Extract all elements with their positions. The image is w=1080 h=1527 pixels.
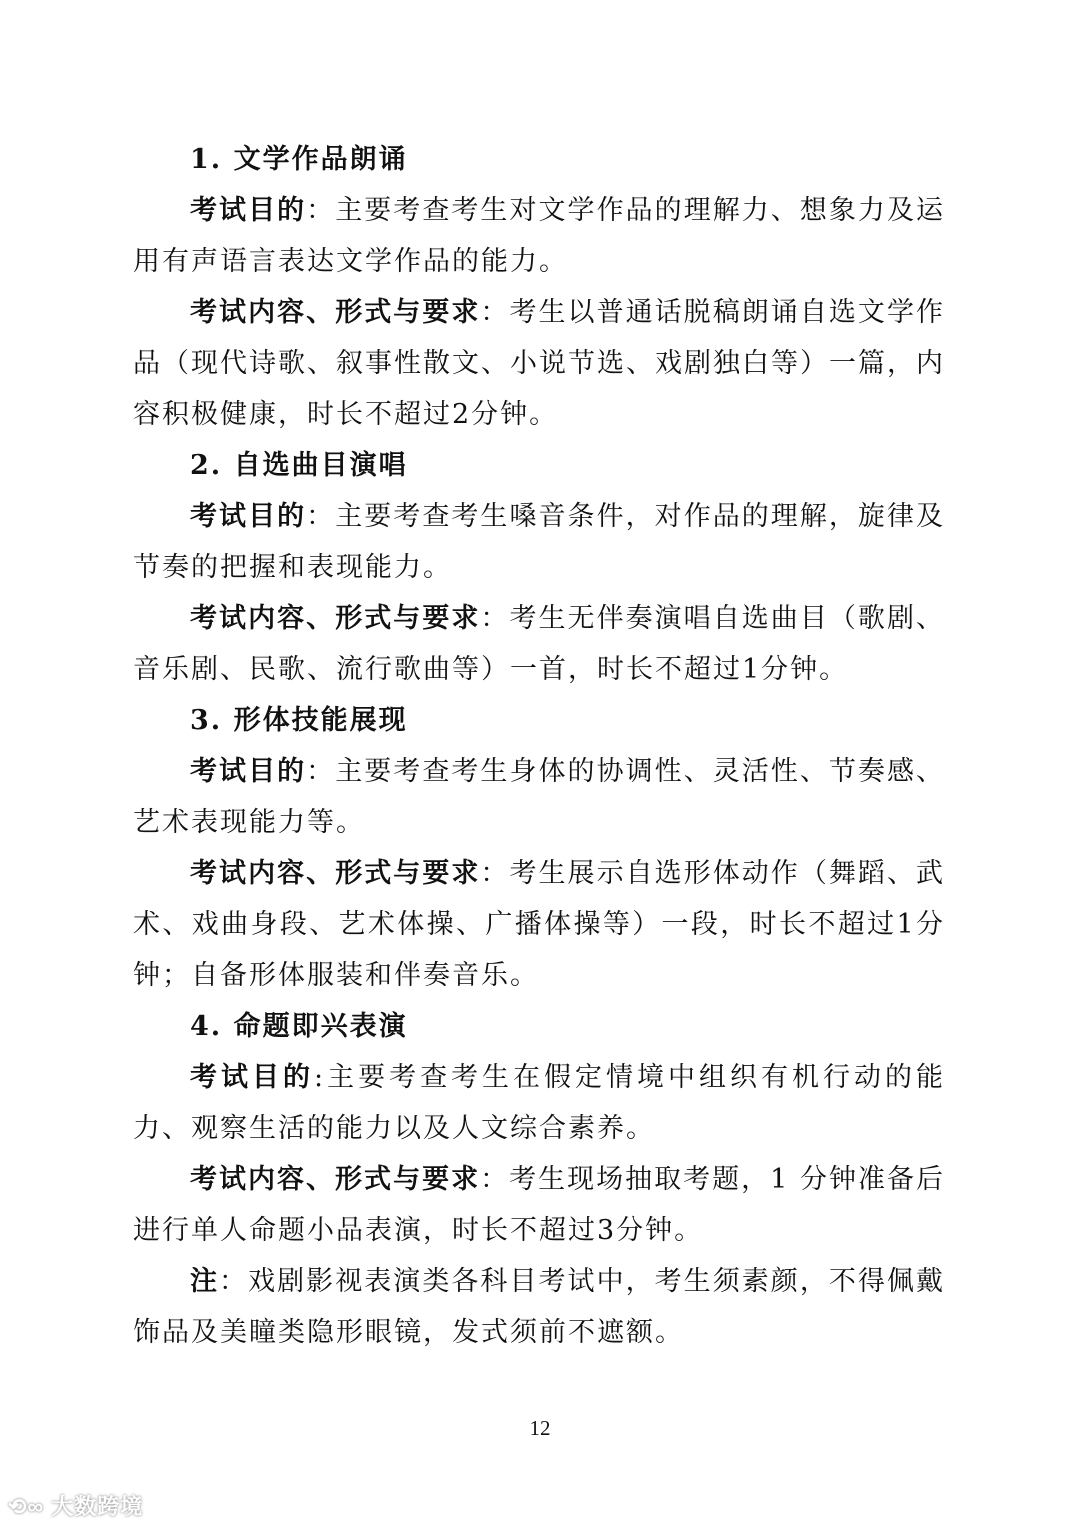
- paragraph-label: 考试目的: [190, 1062, 314, 1093]
- page-number: 12: [529, 1416, 551, 1440]
- paragraph-label: 考试内容、形式与要求: [190, 297, 481, 328]
- note-label: 注: [190, 1266, 220, 1297]
- note-paragraph: [133, 1256, 945, 1358]
- paragraph-text: ：考生无伴奏演唱自选曲目（歌剧、音乐剧、民歌、流行歌曲等）一首，时长不超过1分钟。: [133, 603, 946, 685]
- paragraph-text: ：主要考查考生对文学作品的理解力、想象力及运用有声语言表达文学作品的能力。: [133, 195, 946, 277]
- section-heading: 1. 文学作品朗诵: [190, 144, 408, 175]
- paragraph-text: ：考生展示自选形体动作（舞蹈、武术、戏曲身段、艺术体操、广播体操等）一段，时长不超过1分钟；自备形体服装和伴奏音乐。: [133, 858, 946, 991]
- section-3: [133, 695, 945, 1001]
- document-body: [133, 134, 945, 1358]
- paragraph-label: 考试目的: [190, 756, 307, 787]
- section-heading: 2. 自选曲目演唱: [190, 450, 408, 481]
- paragraph-label: 考试内容、形式与要求: [190, 858, 481, 889]
- section-2: [133, 440, 945, 695]
- note-text: ：戏剧影视表演类各科目考试中，考生须素颜，不得佩戴饰品及美瞳类隐形眼镜，发式须前不遮额。: [133, 1266, 946, 1348]
- paragraph-text: ：考生现场抽取考题，1 分钟准备后进行单人命题小品表演，时长不超过3分钟。: [133, 1164, 945, 1246]
- paragraph-label: 考试内容、形式与要求: [190, 603, 481, 634]
- section-heading: 4. 命题即兴表演: [190, 1011, 408, 1042]
- paragraph-label: 考试目的: [190, 501, 307, 532]
- watermark-icon: ⟲∞: [8, 1494, 52, 1519]
- paragraph: [133, 185, 945, 287]
- paragraph: [133, 593, 945, 695]
- paragraph: [133, 287, 945, 440]
- section-1: [133, 134, 945, 440]
- paragraph-label: 考试内容、形式与要求: [190, 1164, 481, 1195]
- section-heading: 3. 形体技能展现: [190, 705, 408, 736]
- paragraph-text: ：主要考查考生身体的协调性、灵活性、节奏感、艺术表现能力等。: [133, 756, 946, 838]
- watermark-text: 大数跨境: [51, 1494, 144, 1519]
- paragraph: [133, 1052, 945, 1154]
- paragraph: [133, 1154, 945, 1256]
- watermark-logo: [8, 1490, 143, 1521]
- paragraph: [133, 848, 945, 1001]
- section-4: [133, 1001, 945, 1256]
- paragraph: [133, 491, 945, 593]
- paragraph-text: :主要考查考生在假定情境中组织有机行动的能力、观察生活的能力以及人文综合素养。: [133, 1062, 945, 1144]
- paragraph: [133, 746, 945, 848]
- paragraph-text: ：考生以普通话脱稿朗诵自选文学作品（现代诗歌、叙事性散文、小说节选、戏剧独白等）一篇，内容积极健康，时长不超过2分钟。: [133, 297, 946, 430]
- paragraph-text: ：主要考查考生嗓音条件，对作品的理解，旋律及节奏的把握和表现能力。: [133, 501, 946, 583]
- paragraph-label: 考试目的: [190, 195, 307, 226]
